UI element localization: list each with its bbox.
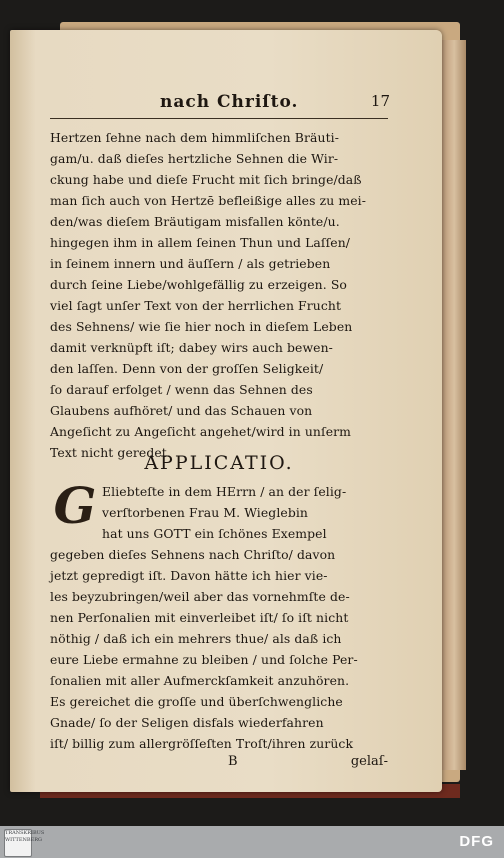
text-line: iſt/ billig zum allergröſſeſten Troſt/ihren zurück xyxy=(50,736,354,751)
library-logo-icon: TRANSKRIBUS WITTENBERG xyxy=(4,829,32,857)
viewer-footer xyxy=(0,826,504,858)
text-line: jetzt gepredigt iſt. Davon hätte ich hier vie- xyxy=(50,568,328,583)
running-title: nach Chriſto. xyxy=(160,92,299,112)
text-line: ckung habe und dieſe Frucht mit ſich bringe/daß xyxy=(50,172,362,187)
text-line: Es gereichet die groſſe und überſchwengliche xyxy=(50,694,343,709)
page-number: 17 xyxy=(370,92,390,110)
catchword-line xyxy=(50,754,388,774)
book-page xyxy=(10,30,442,792)
text-line: Gnade/ ſo der Seligen disfals wiederfahren xyxy=(50,715,324,730)
text-line: verſtorbenen Frau M. Wieglebin xyxy=(102,505,309,520)
text-line: Angeſicht zu Angeſicht angehet/wird in unſerm xyxy=(50,424,351,439)
decorated-initial: G xyxy=(53,476,97,535)
text-line: eure Liebe ermahne zu bleiben / und ſolche Per- xyxy=(50,652,358,667)
page-edge xyxy=(440,40,466,770)
text-line: den/was dieſem Bräutigam misfallen köntе/u. xyxy=(50,214,340,229)
text-line: hat uns GOTT ein ſchönes Exempel xyxy=(102,526,327,541)
dfg-logo: DFG xyxy=(459,833,494,850)
text-line: Text nicht geredet. xyxy=(50,445,171,460)
text-line: durch ſeine Liebe/wohlgefällig zu erzeigen. So xyxy=(50,277,347,292)
text-line: nöthig / daß ich ein mehrers thue/ als daß ich xyxy=(50,631,342,646)
section-heading: APPLICATIO. xyxy=(144,452,294,474)
text-line: nen Perſonalien mit einverleibet iſt/ ſo iſt nicht xyxy=(50,610,349,625)
signature-mark: B xyxy=(228,754,238,769)
text-line: damit verknüpft iſt; dabey wirs auch bewen- xyxy=(50,340,333,355)
text-line: ſonalien mit aller Aufmerckſamkeit anzuhören. xyxy=(50,673,350,688)
text-line: gegeben dieſes Sehnens nach Chriſto/ davon xyxy=(50,547,336,562)
text-line: gam/u. daß dieſes hertzliche Sehnen die Wir- xyxy=(50,151,339,166)
text-line: viel ſagt unſer Text von der herrlichen Frucht xyxy=(50,298,342,313)
text-line: man ſich auch von Hertzē befleißige alles zu mei- xyxy=(50,193,366,208)
text-line: ſo darauf erfolget / wenn das Sehnen des xyxy=(50,382,313,397)
text-line: Eliebteſte in dem HErrn / an der ſelig- xyxy=(102,484,347,499)
text-line: des Sehnens/ wie ſie hier noch in dieſem Leben xyxy=(50,319,353,334)
text-line: Glaubens aufhöret/ und das Schauen von xyxy=(50,403,313,418)
page-header xyxy=(50,92,388,119)
text-line: les beyzubringen/weil aber das vornehmſte de- xyxy=(50,589,350,604)
text-line: hingegen ihm in allem ſeinen Thun und Laſſen/ xyxy=(50,235,351,250)
text-line: den laſſen. Denn von der groſſen Seligkeit/ xyxy=(50,361,324,376)
text-line: Hertzen ſehne nach dem himmliſchen Bräuti- xyxy=(50,130,339,145)
text-line: in ſeinem innern und äuſſern / als getrieben xyxy=(50,256,331,271)
catchword: gelaſ- xyxy=(350,754,388,769)
